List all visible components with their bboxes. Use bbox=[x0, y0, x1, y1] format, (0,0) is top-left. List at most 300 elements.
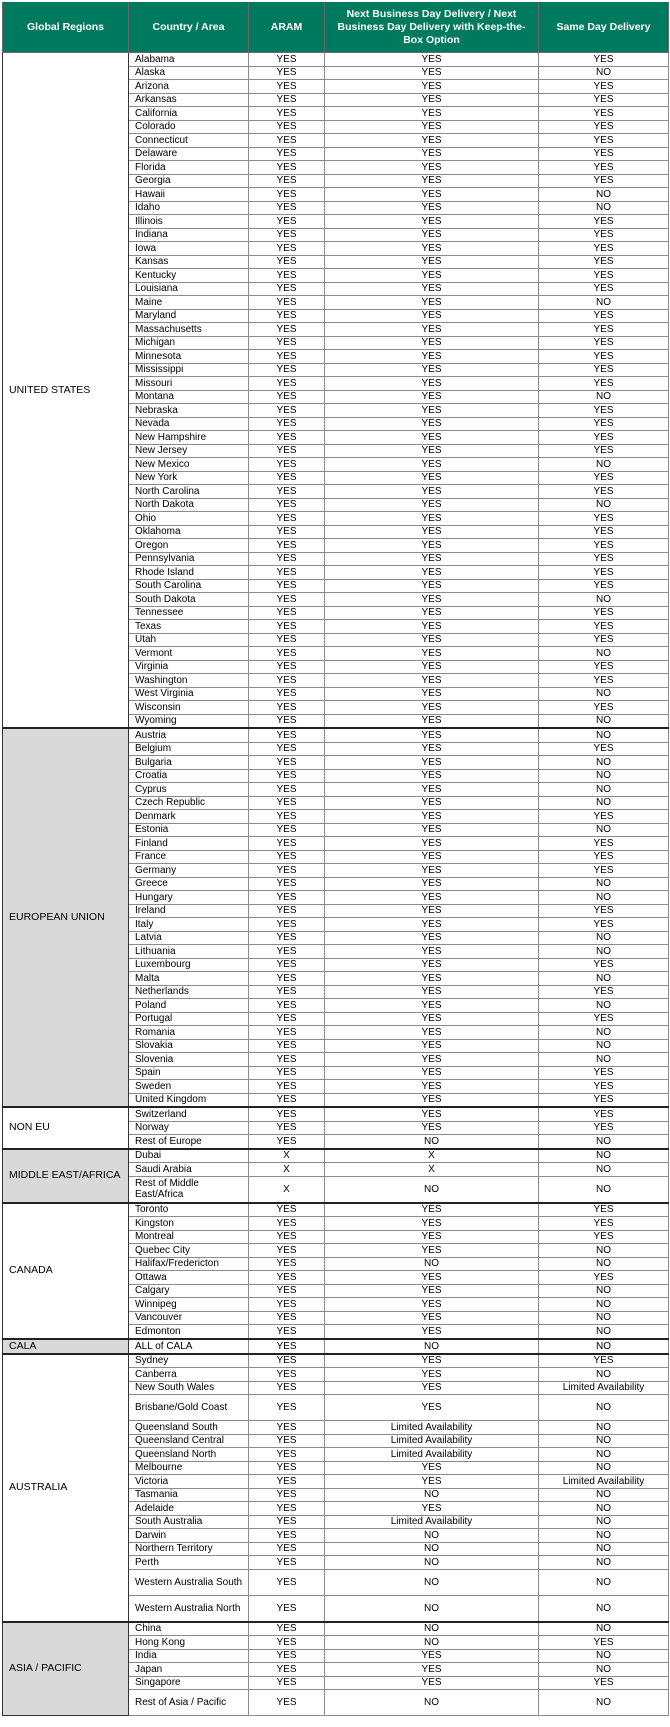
same-day-cell: NO bbox=[539, 1311, 669, 1325]
country-cell: Montreal bbox=[129, 1230, 249, 1244]
country-cell: South Australia bbox=[129, 1515, 249, 1529]
same-day-cell: YES bbox=[539, 918, 669, 932]
aram-cell: YES bbox=[249, 620, 325, 634]
country-cell: New York bbox=[129, 471, 249, 485]
aram-cell: YES bbox=[249, 1502, 325, 1516]
same-day-cell: NO bbox=[539, 1339, 669, 1354]
aram-cell: YES bbox=[249, 296, 325, 310]
aram-cell: YES bbox=[249, 350, 325, 364]
next-business-day-cell: YES bbox=[325, 1676, 539, 1690]
next-business-day-cell: YES bbox=[325, 444, 539, 458]
next-business-day-cell: YES bbox=[325, 80, 539, 94]
aram-cell: YES bbox=[249, 1284, 325, 1298]
next-business-day-cell: YES bbox=[325, 1325, 539, 1339]
next-business-day-cell: YES bbox=[325, 620, 539, 634]
country-cell: Nebraska bbox=[129, 404, 249, 418]
aram-cell: YES bbox=[249, 606, 325, 620]
next-business-day-cell: YES bbox=[325, 1026, 539, 1040]
same-day-cell: NO bbox=[539, 1039, 669, 1053]
next-business-day-cell: YES bbox=[325, 796, 539, 810]
aram-cell: YES bbox=[249, 579, 325, 593]
country-cell: Idaho bbox=[129, 201, 249, 215]
aram-cell: YES bbox=[249, 864, 325, 878]
same-day-cell: YES bbox=[539, 417, 669, 431]
same-day-cell: NO bbox=[539, 756, 669, 770]
next-business-day-cell: YES bbox=[325, 742, 539, 756]
next-business-day-cell: YES bbox=[325, 566, 539, 580]
country-cell: Dubai bbox=[129, 1149, 249, 1163]
aram-cell: YES bbox=[249, 810, 325, 824]
country-cell: Rest of Middle East/Africa bbox=[129, 1176, 249, 1203]
country-cell: Brisbane/Gold Coast bbox=[129, 1395, 249, 1421]
aram-cell: X bbox=[249, 1163, 325, 1177]
aram-cell: YES bbox=[249, 633, 325, 647]
country-cell: Lithuania bbox=[129, 945, 249, 959]
same-day-cell: NO bbox=[539, 1149, 669, 1163]
next-business-day-cell: YES bbox=[325, 471, 539, 485]
aram-cell: YES bbox=[249, 174, 325, 188]
same-day-cell: YES bbox=[539, 107, 669, 121]
same-day-cell: NO bbox=[539, 201, 669, 215]
next-business-day-cell: YES bbox=[325, 1502, 539, 1516]
aram-cell: YES bbox=[249, 1354, 325, 1368]
next-business-day-cell: YES bbox=[325, 552, 539, 566]
next-business-day-cell: NO bbox=[325, 1257, 539, 1271]
same-day-cell: YES bbox=[539, 1121, 669, 1135]
country-cell: New Hampshire bbox=[129, 431, 249, 445]
aram-cell: YES bbox=[249, 1311, 325, 1325]
same-day-cell: YES bbox=[539, 620, 669, 634]
same-day-cell: YES bbox=[539, 1676, 669, 1690]
next-business-day-cell: X bbox=[325, 1163, 539, 1177]
country-cell: Poland bbox=[129, 999, 249, 1013]
aram-cell: YES bbox=[249, 714, 325, 728]
country-cell: Florida bbox=[129, 161, 249, 175]
table-row bbox=[3, 1203, 669, 1217]
country-cell: Queensland South bbox=[129, 1421, 249, 1435]
table-row bbox=[3, 728, 669, 742]
same-day-cell: NO bbox=[539, 999, 669, 1013]
next-business-day-cell: YES bbox=[325, 877, 539, 891]
same-day-cell: YES bbox=[539, 1066, 669, 1080]
same-day-cell: YES bbox=[539, 323, 669, 337]
country-cell: Denmark bbox=[129, 810, 249, 824]
next-business-day-cell: YES bbox=[325, 363, 539, 377]
same-day-cell: NO bbox=[539, 1257, 669, 1271]
same-day-cell: NO bbox=[539, 1298, 669, 1312]
header-country-area: Country / Area bbox=[129, 2, 249, 53]
country-cell: Queensland North bbox=[129, 1448, 249, 1462]
next-business-day-cell: YES bbox=[325, 1053, 539, 1067]
aram-cell: YES bbox=[249, 1448, 325, 1462]
same-day-cell: YES bbox=[539, 633, 669, 647]
next-business-day-cell: NO bbox=[325, 1339, 539, 1354]
aram-cell: YES bbox=[249, 255, 325, 269]
country-cell: Maryland bbox=[129, 309, 249, 323]
aram-cell: YES bbox=[249, 1121, 325, 1135]
country-cell: Rest of Europe bbox=[129, 1135, 249, 1149]
next-business-day-cell: YES bbox=[325, 579, 539, 593]
aram-cell: YES bbox=[249, 728, 325, 742]
next-business-day-cell: YES bbox=[325, 525, 539, 539]
aram-cell: YES bbox=[249, 837, 325, 851]
aram-cell: YES bbox=[249, 525, 325, 539]
aram-cell: YES bbox=[249, 323, 325, 337]
next-business-day-cell: YES bbox=[325, 1093, 539, 1107]
country-cell: Calgary bbox=[129, 1284, 249, 1298]
next-business-day-cell: YES bbox=[325, 1039, 539, 1053]
next-business-day-cell: NO bbox=[325, 1488, 539, 1502]
aram-cell: YES bbox=[249, 377, 325, 391]
aram-cell: YES bbox=[249, 674, 325, 688]
aram-cell: YES bbox=[249, 1257, 325, 1271]
aram-cell: YES bbox=[249, 1622, 325, 1636]
country-cell: Ireland bbox=[129, 904, 249, 918]
next-business-day-cell: YES bbox=[325, 323, 539, 337]
next-business-day-cell: NO bbox=[325, 1595, 539, 1622]
aram-cell: X bbox=[249, 1149, 325, 1163]
aram-cell: YES bbox=[249, 53, 325, 67]
same-day-cell: NO bbox=[539, 714, 669, 728]
same-day-cell: YES bbox=[539, 377, 669, 391]
region-cell: NON EU bbox=[3, 1107, 129, 1149]
next-business-day-cell: YES bbox=[325, 633, 539, 647]
aram-cell: X bbox=[249, 1176, 325, 1203]
same-day-cell: YES bbox=[539, 161, 669, 175]
next-business-day-cell: NO bbox=[325, 1636, 539, 1650]
aram-cell: YES bbox=[249, 107, 325, 121]
aram-cell: YES bbox=[249, 1649, 325, 1663]
country-cell: Arkansas bbox=[129, 93, 249, 107]
country-cell: Germany bbox=[129, 864, 249, 878]
country-cell: Tennessee bbox=[129, 606, 249, 620]
country-cell: Ohio bbox=[129, 512, 249, 526]
same-day-cell: YES bbox=[539, 1107, 669, 1121]
table-body bbox=[3, 53, 669, 1716]
next-business-day-cell: NO bbox=[325, 1690, 539, 1716]
same-day-cell: YES bbox=[539, 525, 669, 539]
next-business-day-cell: YES bbox=[325, 120, 539, 134]
country-cell: Texas bbox=[129, 620, 249, 634]
same-day-cell: YES bbox=[539, 660, 669, 674]
header-global-regions: Global Regions bbox=[3, 2, 129, 53]
aram-cell: YES bbox=[249, 228, 325, 242]
aram-cell: YES bbox=[249, 552, 325, 566]
same-day-cell: YES bbox=[539, 1093, 669, 1107]
table-header-row bbox=[3, 2, 669, 53]
same-day-cell: NO bbox=[539, 66, 669, 80]
next-business-day-cell: YES bbox=[325, 728, 539, 742]
aram-cell: YES bbox=[249, 1135, 325, 1149]
country-cell: Tasmania bbox=[129, 1488, 249, 1502]
same-day-cell: NO bbox=[539, 1556, 669, 1570]
country-cell: Malta bbox=[129, 972, 249, 986]
aram-cell: YES bbox=[249, 1339, 325, 1354]
same-day-cell: YES bbox=[539, 1636, 669, 1650]
same-day-cell: YES bbox=[539, 471, 669, 485]
same-day-cell: YES bbox=[539, 120, 669, 134]
aram-cell: YES bbox=[249, 147, 325, 161]
next-business-day-cell: YES bbox=[325, 66, 539, 80]
same-day-cell: YES bbox=[539, 1230, 669, 1244]
country-cell: Czech Republic bbox=[129, 796, 249, 810]
next-business-day-cell: YES bbox=[325, 1066, 539, 1080]
country-cell: Georgia bbox=[129, 174, 249, 188]
same-day-cell: YES bbox=[539, 1354, 669, 1368]
aram-cell: YES bbox=[249, 566, 325, 580]
next-business-day-cell: Limited Availability bbox=[325, 1448, 539, 1462]
country-cell: Austria bbox=[129, 728, 249, 742]
next-business-day-cell: YES bbox=[325, 810, 539, 824]
same-day-cell: NO bbox=[539, 783, 669, 797]
aram-cell: YES bbox=[249, 1325, 325, 1339]
aram-cell: YES bbox=[249, 1230, 325, 1244]
country-cell: Oklahoma bbox=[129, 525, 249, 539]
aram-cell: YES bbox=[249, 1368, 325, 1382]
country-cell: New South Wales bbox=[129, 1381, 249, 1395]
next-business-day-cell: YES bbox=[325, 147, 539, 161]
same-day-cell: YES bbox=[539, 701, 669, 715]
country-cell: North Dakota bbox=[129, 498, 249, 512]
aram-cell: YES bbox=[249, 985, 325, 999]
country-cell: Kentucky bbox=[129, 269, 249, 283]
aram-cell: YES bbox=[249, 485, 325, 499]
aram-cell: YES bbox=[249, 269, 325, 283]
same-day-cell: NO bbox=[539, 1176, 669, 1203]
next-business-day-cell: YES bbox=[325, 93, 539, 107]
country-cell: Bulgaria bbox=[129, 756, 249, 770]
country-cell: Vermont bbox=[129, 647, 249, 661]
country-cell: Latvia bbox=[129, 931, 249, 945]
next-business-day-cell: NO bbox=[325, 1529, 539, 1543]
country-cell: Delaware bbox=[129, 147, 249, 161]
next-business-day-cell: YES bbox=[325, 891, 539, 905]
country-cell: Cyprus bbox=[129, 783, 249, 797]
country-cell: South Dakota bbox=[129, 593, 249, 607]
aram-cell: YES bbox=[249, 444, 325, 458]
aram-cell: YES bbox=[249, 1461, 325, 1475]
table-row bbox=[3, 1622, 669, 1636]
next-business-day-cell: YES bbox=[325, 769, 539, 783]
next-business-day-cell: YES bbox=[325, 309, 539, 323]
next-business-day-cell: YES bbox=[325, 1080, 539, 1094]
country-cell: Montana bbox=[129, 390, 249, 404]
same-day-cell: NO bbox=[539, 188, 669, 202]
aram-cell: YES bbox=[249, 161, 325, 175]
next-business-day-cell: NO bbox=[325, 1556, 539, 1570]
same-day-cell: YES bbox=[539, 837, 669, 851]
next-business-day-cell: YES bbox=[325, 756, 539, 770]
next-business-day-cell: NO bbox=[325, 1569, 539, 1595]
same-day-cell: NO bbox=[539, 823, 669, 837]
country-cell: Queensland Central bbox=[129, 1434, 249, 1448]
same-day-cell: NO bbox=[539, 1244, 669, 1258]
country-cell: Alabama bbox=[129, 53, 249, 67]
same-day-cell: Limited Availability bbox=[539, 1475, 669, 1489]
same-day-cell: NO bbox=[539, 1515, 669, 1529]
next-business-day-cell: YES bbox=[325, 269, 539, 283]
country-cell: Virginia bbox=[129, 660, 249, 674]
aram-cell: YES bbox=[249, 823, 325, 837]
country-cell: West Virginia bbox=[129, 687, 249, 701]
next-business-day-cell: YES bbox=[325, 390, 539, 404]
aram-cell: YES bbox=[249, 188, 325, 202]
region-cell: CALA bbox=[3, 1339, 129, 1354]
region-cell: MIDDLE EAST/AFRICA bbox=[3, 1149, 129, 1203]
aram-cell: YES bbox=[249, 80, 325, 94]
aram-cell: YES bbox=[249, 647, 325, 661]
country-cell: Switzerland bbox=[129, 1107, 249, 1121]
country-cell: Hungary bbox=[129, 891, 249, 905]
country-cell: Adelaide bbox=[129, 1502, 249, 1516]
country-cell: India bbox=[129, 1649, 249, 1663]
aram-cell: YES bbox=[249, 660, 325, 674]
next-business-day-cell: YES bbox=[325, 1649, 539, 1663]
same-day-cell: NO bbox=[539, 972, 669, 986]
aram-cell: YES bbox=[249, 512, 325, 526]
same-day-cell: NO bbox=[539, 1622, 669, 1636]
next-business-day-cell: YES bbox=[325, 918, 539, 932]
aram-cell: YES bbox=[249, 1093, 325, 1107]
same-day-cell: YES bbox=[539, 80, 669, 94]
table-row bbox=[3, 1107, 669, 1121]
same-day-cell: YES bbox=[539, 1203, 669, 1217]
country-cell: Wyoming bbox=[129, 714, 249, 728]
next-business-day-cell: YES bbox=[325, 1663, 539, 1677]
country-cell: Finland bbox=[129, 837, 249, 851]
aram-cell: YES bbox=[249, 1080, 325, 1094]
aram-cell: YES bbox=[249, 1203, 325, 1217]
next-business-day-cell: YES bbox=[325, 228, 539, 242]
country-cell: Slovenia bbox=[129, 1053, 249, 1067]
next-business-day-cell: YES bbox=[325, 1230, 539, 1244]
next-business-day-cell: YES bbox=[325, 1107, 539, 1121]
country-cell: Ottawa bbox=[129, 1271, 249, 1285]
next-business-day-cell: YES bbox=[325, 282, 539, 296]
region-cell: EUROPEAN UNION bbox=[3, 728, 129, 1107]
aram-cell: YES bbox=[249, 918, 325, 932]
same-day-cell: YES bbox=[539, 566, 669, 580]
country-cell: Colorado bbox=[129, 120, 249, 134]
aram-cell: YES bbox=[249, 282, 325, 296]
aram-cell: YES bbox=[249, 891, 325, 905]
same-day-cell: NO bbox=[539, 1663, 669, 1677]
aram-cell: YES bbox=[249, 1542, 325, 1556]
same-day-cell: YES bbox=[539, 810, 669, 824]
aram-cell: YES bbox=[249, 1053, 325, 1067]
same-day-cell: NO bbox=[539, 877, 669, 891]
aram-cell: YES bbox=[249, 783, 325, 797]
same-day-cell: NO bbox=[539, 1529, 669, 1543]
same-day-cell: NO bbox=[539, 593, 669, 607]
next-business-day-cell: YES bbox=[325, 837, 539, 851]
country-cell: Western Australia North bbox=[129, 1595, 249, 1622]
same-day-cell: YES bbox=[539, 1080, 669, 1094]
next-business-day-cell: NO bbox=[325, 1622, 539, 1636]
same-day-cell: YES bbox=[539, 742, 669, 756]
aram-cell: YES bbox=[249, 742, 325, 756]
next-business-day-cell: NO bbox=[325, 1542, 539, 1556]
same-day-cell: YES bbox=[539, 309, 669, 323]
aram-cell: YES bbox=[249, 1066, 325, 1080]
country-cell: Singapore bbox=[129, 1676, 249, 1690]
same-day-cell: NO bbox=[539, 728, 669, 742]
aram-cell: YES bbox=[249, 1636, 325, 1650]
next-business-day-cell: YES bbox=[325, 850, 539, 864]
same-day-cell: YES bbox=[539, 1012, 669, 1026]
aram-cell: YES bbox=[249, 796, 325, 810]
aram-cell: YES bbox=[249, 593, 325, 607]
region-cell: UNITED STATES bbox=[3, 53, 129, 729]
same-day-cell: NO bbox=[539, 1448, 669, 1462]
country-cell: Toronto bbox=[129, 1203, 249, 1217]
country-cell: Vancouver bbox=[129, 1311, 249, 1325]
region-cell: CANADA bbox=[3, 1203, 129, 1339]
same-day-cell: YES bbox=[539, 579, 669, 593]
country-cell: Croatia bbox=[129, 769, 249, 783]
next-business-day-cell: YES bbox=[325, 485, 539, 499]
country-cell: Mississippi bbox=[129, 363, 249, 377]
country-cell: ALL of CALA bbox=[129, 1339, 249, 1354]
same-day-cell: YES bbox=[539, 93, 669, 107]
country-cell: Norway bbox=[129, 1121, 249, 1135]
country-cell: Netherlands bbox=[129, 985, 249, 999]
country-cell: Quebec City bbox=[129, 1244, 249, 1258]
same-day-cell: YES bbox=[539, 242, 669, 256]
aram-cell: YES bbox=[249, 1529, 325, 1543]
same-day-cell: NO bbox=[539, 687, 669, 701]
same-day-cell: NO bbox=[539, 296, 669, 310]
next-business-day-cell: YES bbox=[325, 783, 539, 797]
country-cell: New Mexico bbox=[129, 458, 249, 472]
next-business-day-cell: YES bbox=[325, 458, 539, 472]
next-business-day-cell: YES bbox=[325, 161, 539, 175]
country-cell: Massachusetts bbox=[129, 323, 249, 337]
same-day-cell: YES bbox=[539, 350, 669, 364]
country-cell: Saudi Arabia bbox=[129, 1163, 249, 1177]
aram-cell: YES bbox=[249, 390, 325, 404]
next-business-day-cell: YES bbox=[325, 1395, 539, 1421]
same-day-cell: NO bbox=[539, 796, 669, 810]
next-business-day-cell: YES bbox=[325, 674, 539, 688]
country-cell: France bbox=[129, 850, 249, 864]
next-business-day-cell: YES bbox=[325, 1354, 539, 1368]
next-business-day-cell: NO bbox=[325, 1135, 539, 1149]
same-day-cell: YES bbox=[539, 864, 669, 878]
aram-cell: YES bbox=[249, 687, 325, 701]
next-business-day-cell: YES bbox=[325, 255, 539, 269]
next-business-day-cell: YES bbox=[325, 593, 539, 607]
aram-cell: YES bbox=[249, 1395, 325, 1421]
same-day-cell: YES bbox=[539, 53, 669, 67]
same-day-cell: NO bbox=[539, 891, 669, 905]
aram-cell: YES bbox=[249, 498, 325, 512]
country-cell: Canberra bbox=[129, 1368, 249, 1382]
same-day-cell: NO bbox=[539, 498, 669, 512]
next-business-day-cell: X bbox=[325, 1149, 539, 1163]
same-day-cell: NO bbox=[539, 458, 669, 472]
aram-cell: YES bbox=[249, 1434, 325, 1448]
aram-cell: YES bbox=[249, 701, 325, 715]
aram-cell: YES bbox=[249, 309, 325, 323]
aram-cell: YES bbox=[249, 1039, 325, 1053]
country-cell: Sydney bbox=[129, 1354, 249, 1368]
same-day-cell: YES bbox=[539, 404, 669, 418]
aram-cell: YES bbox=[249, 1488, 325, 1502]
country-cell: Alaska bbox=[129, 66, 249, 80]
same-day-cell: YES bbox=[539, 958, 669, 972]
country-cell: Wisconsin bbox=[129, 701, 249, 715]
